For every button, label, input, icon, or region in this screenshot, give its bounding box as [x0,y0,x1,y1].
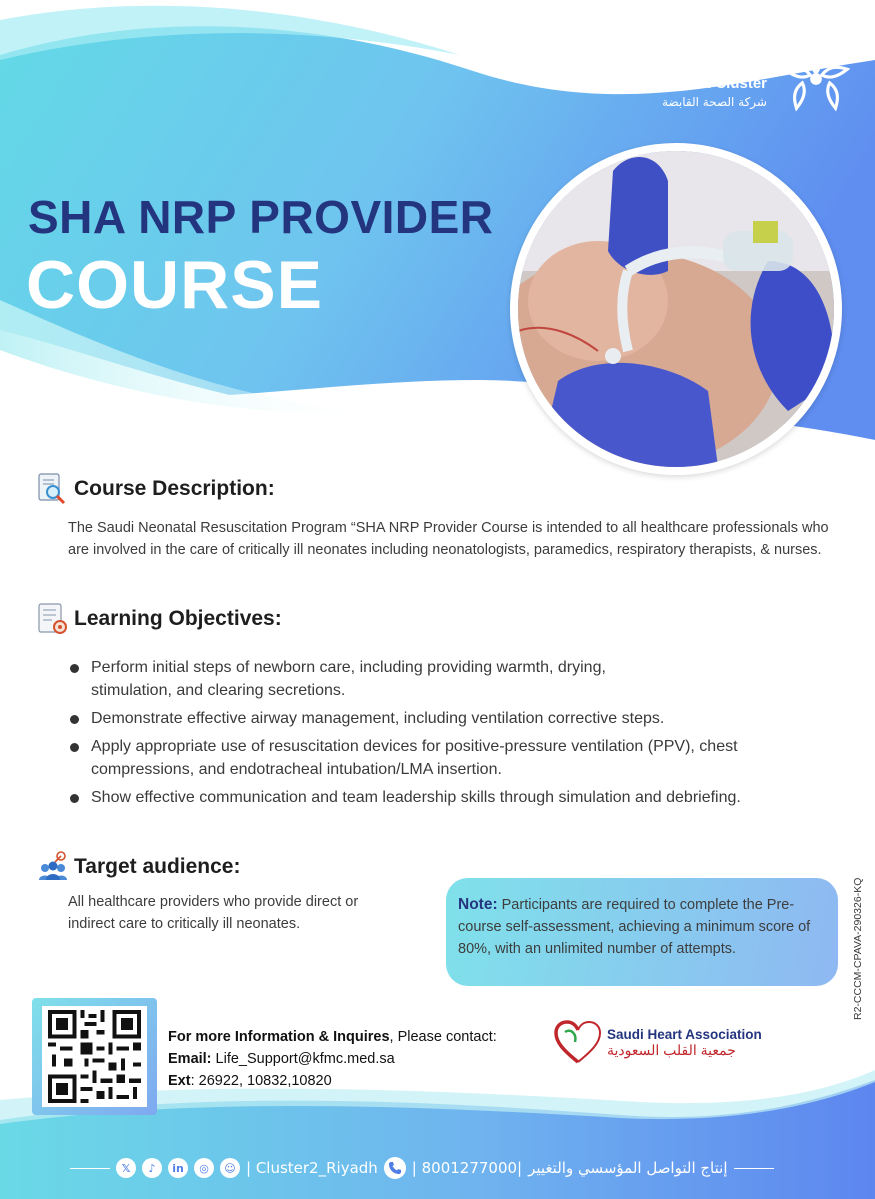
qr-code[interactable] [42,1006,147,1107]
objective-item: Perform initial steps of newborn care, including providing warmth, drying, stimulation, and clearing secretions. [68,656,668,702]
ext-numbers: : 26922, 10832,10820 [190,1073,332,1089]
ext-label: Ext [168,1073,191,1089]
contact-email-row [168,1048,497,1070]
neonatal-resuscitation-photo [518,151,834,467]
learning-objectives-list [68,656,848,814]
contact-intro-bold: For more Information & Inquires [168,1029,390,1045]
course-title-line1: SHA NRP PROVIDER [28,191,494,243]
brand-name-ar: تجمع الرياض الصحي الثاني [475,48,767,73]
heart-logo-icon [553,1018,603,1066]
target-audience-text: All healthcare providers who provide direct or indirect care to critically ill neonates. [68,894,359,932]
target-audience-heading: Target audience: [74,855,241,878]
course-description-heading-row [36,472,275,506]
linkedin-icon[interactable]: in [168,1158,188,1178]
learning-objectives-heading-row [36,602,282,636]
tiktok-icon[interactable]: ♪ [142,1158,162,1178]
note-text: Participants are required to complete the Pre-course self-assessment, achieving a minimum score of 80%, with an unlimited number of attempts. [458,897,811,957]
contact-intro [168,1026,497,1048]
objective-item: Apply appropriate use of resuscitation devices for positive-pressure ventilation (PPV), chest compressions, and endotracheal intubation/LMA insertion. [68,735,768,781]
checklist-icon [36,602,70,636]
email-label: Email: [168,1051,212,1067]
social-handle[interactable]: | Cluster2_Riyadh [246,1159,378,1177]
objective-item: Show effective communication and team leadership skills through simulation and debriefing. [68,786,848,809]
footer-tagline: إنتاج التواصل المؤسسي والتغيير [528,1159,728,1177]
qr-code-icon [42,1006,147,1107]
course-description-heading: Course Description: [74,477,275,500]
course-description-text: The Saudi Neonatal Resuscitation Program “SHA NRP Provider Course is intended to all healthcare professionals who are involved in the care of critically ill neonates including neonatologists, paramedics, respiratory therapists, & nurses. [68,520,829,558]
contact-block [168,1026,497,1092]
audience-target-icon [36,850,70,884]
magnifier-document-icon [36,472,70,506]
brand-header [475,40,855,118]
instagram-icon[interactable]: ◎ [194,1158,214,1178]
partner-name-ar: جمعية القلب السعودية [607,1041,736,1058]
learning-objectives-heading: Learning Objectives: [74,607,282,630]
email-link[interactable]: Life_Support@kfmc.med.sa [215,1051,395,1067]
objective-item: Demonstrate effective airway management, including ventilation corrective steps. [68,707,848,730]
footer-bar [70,1155,810,1181]
hotline-number[interactable]: | 8001277000| [411,1159,523,1177]
brand-sub-ar: شركة الصحة القابضة [662,95,767,109]
brand-name-en: Riyadh Second Health Cluster [552,75,767,92]
hero-photo [510,143,842,475]
document-code: R2-CCCM-CPAVA-290326-KQ [852,877,864,1020]
brand-text [475,48,767,110]
x-icon[interactable]: 𝕏 [116,1158,136,1178]
note-box [446,878,838,986]
contact-intro-rest: , Please contact: [389,1029,497,1045]
target-audience-heading-row [36,850,240,884]
note-label: Note: [458,896,498,913]
partner-text [607,1027,762,1058]
cluster-logo-icon [777,40,855,118]
course-title-line2: COURSE [26,247,323,323]
qr-code-frame[interactable] [32,998,157,1115]
phone-icon [384,1157,406,1179]
partner-name-en: Saudi Heart Association [607,1026,762,1042]
footer-divider [734,1168,774,1169]
contact-ext-row [168,1070,497,1092]
footer-divider [70,1168,110,1169]
partner-logo [553,1018,762,1066]
snapchat-icon[interactable]: ☺ [220,1158,240,1178]
